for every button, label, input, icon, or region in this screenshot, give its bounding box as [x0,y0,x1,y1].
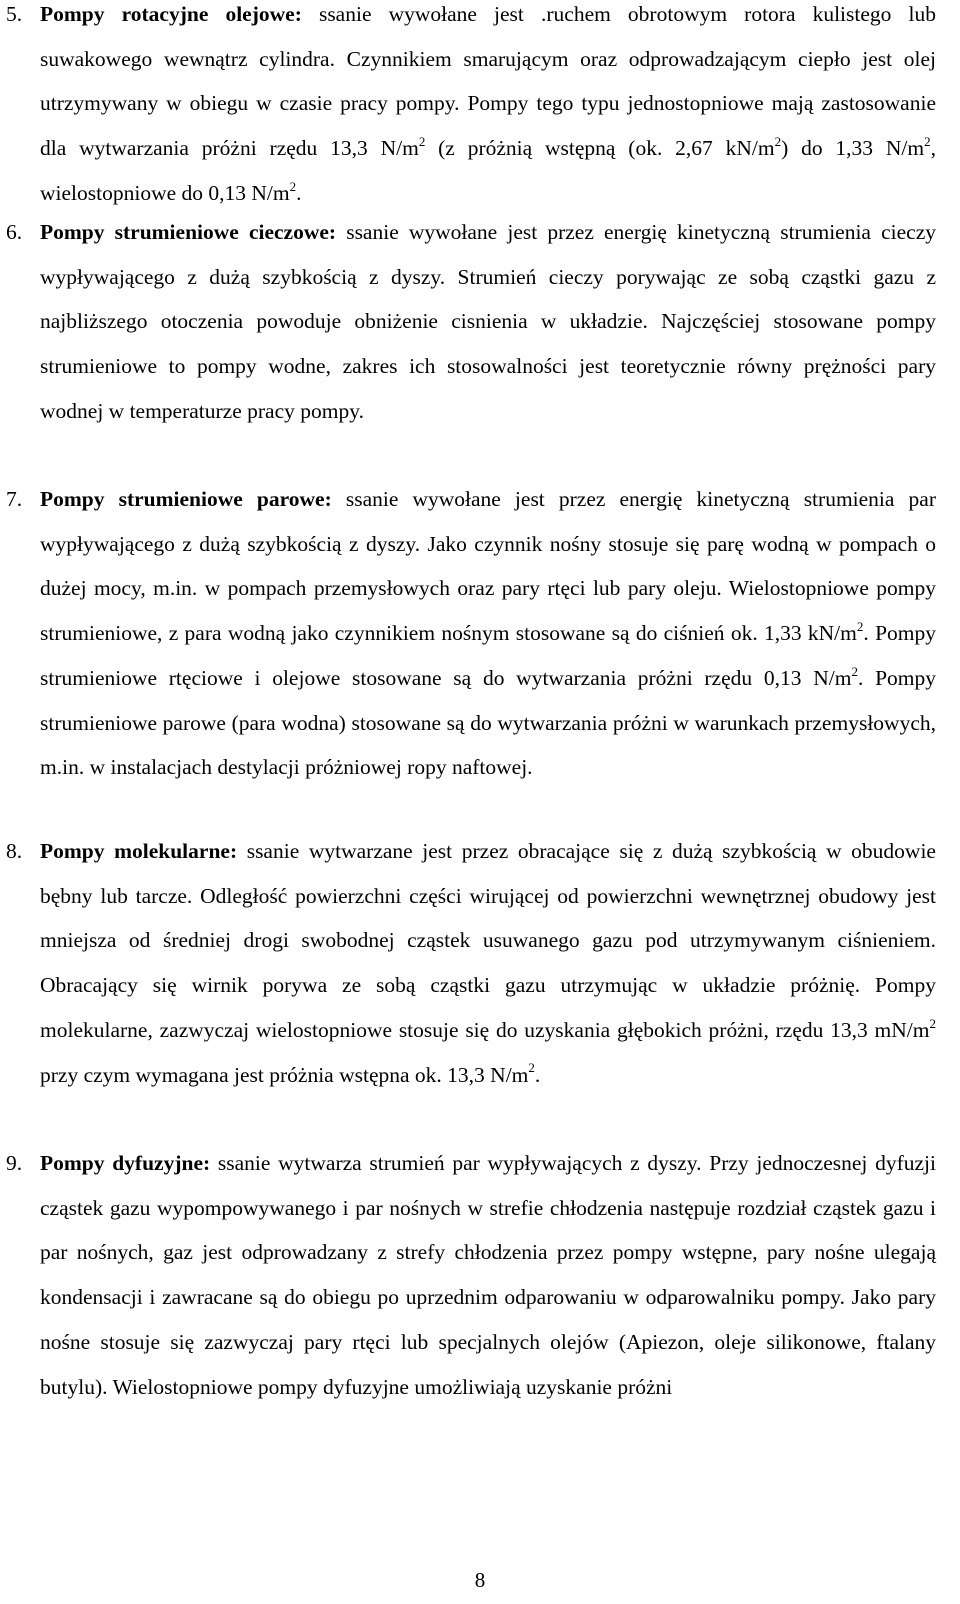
item-text: ssanie wywołane jest przez energię kinetyczną strumienia cieczy wypływającego z dużą szybkością z dyszy. Strumień cieczy porywając ze sobą cząstki gazu z najbliższego otoczenia powoduje obniżenie cisnienia w układzie. Najczęściej stosowane pompy strumieniowe to pompy wodne, zakres ich stosowalności jest teoretycznie równy prężności pary wodnej w temperaturze pracy pompy. [40,220,936,423]
item-text: ssanie wytwarzane jest przez obracające się z dużą szybkością w obudowie bębny lub tarcze. Odległość powierzchni części wirującej od powierzchni wewnętrznej obudowy jest mniejsza od średniej drogi swobodnej cząstek usuwanego gazu pod utrzymywanym ciśnieniem. Obracający się wirnik porywa ze sobą cząstki gazu utrzymując w układzie próżnię. Pompy molekularne, zazwyczaj wielostopniowe stosuje się do uzyskania głębokich próżni, rzędu 13,3 mN/m [40,839,936,1042]
item-text: ssanie wywołane jest .ruchem obrotowym rotora kulistego lub suwakowego wewnątrz cylindra. Czynnikiem smarującym oraz odprowadzającym ciepło jest olej utrzymywany w obiegu w czasie pracy pompy. Pompy tego typu jednostopniowe mają zastosowanie dla wytwarzania próżni rzędu 13,3 N/m [40,2,936,161]
item-text: . Pompy strumieniowe rtęciowe i olejowe stosowane są do wytwarzania próżni rzędu 0,13 N/m [40,621,936,690]
superscript: 2 [528,1060,535,1076]
item-term: Pompy strumieniowe cieczowe: [40,220,337,244]
superscript: 2 [418,133,426,149]
item-text: ) do 1,33 N/m [781,136,925,161]
item-term: Pompy strumieniowe parowe: [40,487,332,511]
item-text: . [534,1062,541,1087]
list-item-6 [6,210,936,434]
item-text: (z próżnią wstępną (ok. 2,67 kN/m [425,136,775,161]
list-item-5 [6,0,936,216]
item-term: Pompy rotacyjne olejowe: [40,2,302,26]
item-number: 5. [6,2,23,26]
item-number: 9. [6,1151,23,1175]
superscript: 2 [929,1015,936,1031]
item-number: 8. [6,839,23,863]
item-text: przy czym wymagana jest próżnia wstępna ok. 13,3 N/m [40,1062,529,1087]
page-number: 8 [474,1568,486,1592]
item-text: ssanie wywołane jest przez energię kinetyczną strumienia par wypływającego z dużą szybkością z dyszy. Jako czynnik nośny stosuje się parę wodną w pompach o dużej mocy, m.in. w pompach przemysłowych oraz pary rtęci lub pary oleju. Wielostopniowe pompy strumieniowe, z para wodną jako czynnikiem nośnym stosowane są do ciśnień ok. 1,33 kN/m [40,487,936,646]
item-text: ssanie wytwarza strumień par wypływających z dyszy. Przy jednoczesnej dyfuzji cząstek gazu wypompowywanego i par nośnych w strefie chłodzenia następuje rozdział cząstek gazu i par nośnych, gaz jest odprowadzany z strefy chłodzenia przez pompy wstępne, pary nośne ulegają kondensacji i zawracane są do obiegu po uprzednim odparowaniu w odparowalniku pompy. Jako pary nośne stosuje się zazwyczaj pary rtęci lub specjalnych olejów (Apiezon, oleje silikonowe, ftalany butylu). Wielostopniowe pompy dyfuzyjne umożliwiają uzyskanie próżni [40,1151,936,1399]
superscript: 2 [924,133,931,149]
item-text: . Pompy strumieniowe parowe (para wodna) stosowane są do wytwarzania próżni w warunkach przemysłowych, m.in. w instalacjach destylacji próżniowej ropy naftowej. [40,665,937,780]
list-item-7 [6,477,937,790]
superscript: 2 [851,663,858,679]
superscript: 2 [856,618,864,634]
item-text: , wielostopniowe do 0,13 N/m [40,136,936,205]
superscript: 2 [774,133,782,149]
list-item-9 [6,1141,936,1409]
item-number: 6. [6,220,23,244]
item-text: . [296,180,302,205]
item-number: 7. [6,487,23,511]
item-term: Pompy molekularne: [40,839,238,863]
list-item-8 [6,829,936,1097]
item-term: Pompy dyfuzyjne: [40,1151,211,1175]
superscript: 2 [289,178,297,194]
